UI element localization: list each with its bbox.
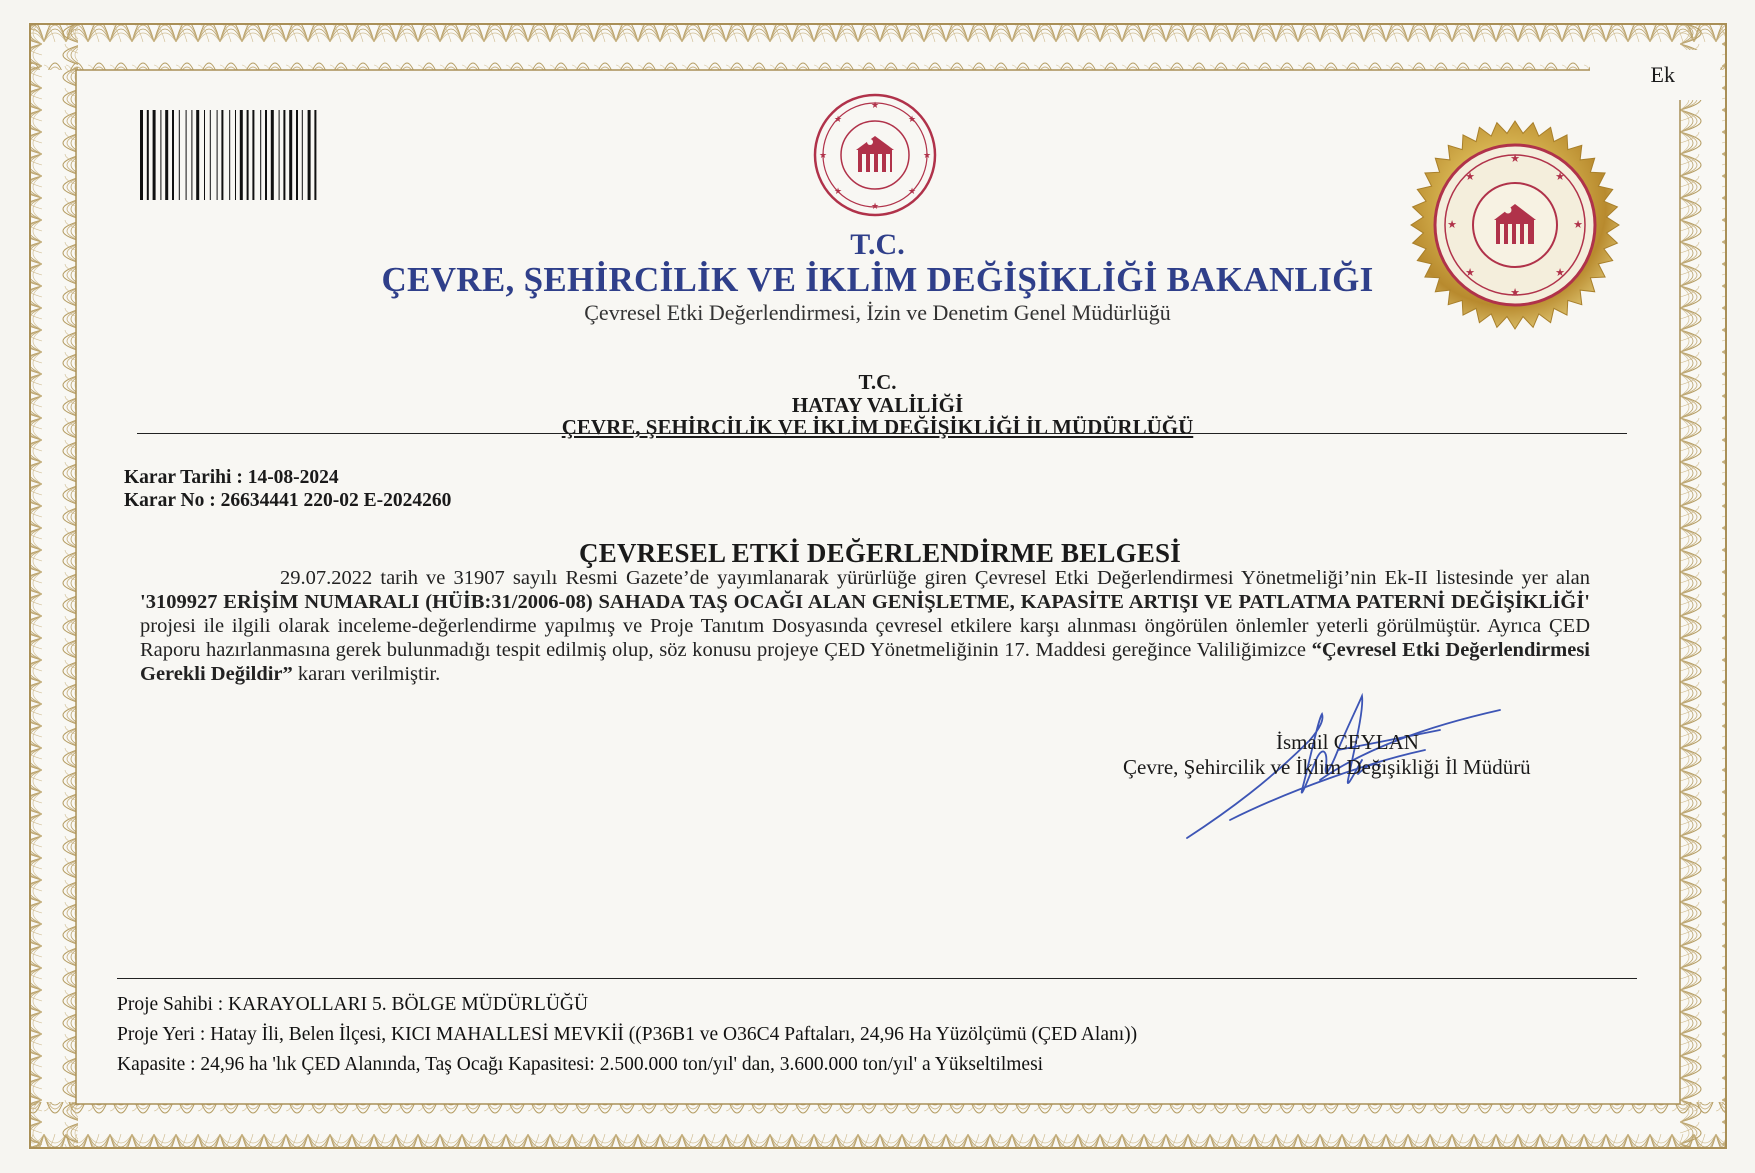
svg-text:★: ★ — [922, 150, 932, 160]
header-divider — [137, 433, 1627, 434]
svg-text:★: ★ — [1510, 153, 1520, 165]
decision-date: Karar Tarihi : 14-08-2024 — [124, 467, 339, 488]
page-marker: Ek — [1650, 62, 1675, 87]
general-directorate: Çevresel Etki Değerlendirmesi, İzin ve Denetim Genel Müdürlüğü — [584, 300, 1171, 325]
ministry-name: ÇEVRE, ŞEHİRCİLİK VE İKLİM DEĞİŞİKLİĞİ BAKANLIĞI — [381, 260, 1374, 299]
svg-text:★: ★ — [833, 114, 843, 124]
svg-text:★: ★ — [1510, 287, 1520, 299]
svg-text:★: ★ — [1465, 171, 1475, 183]
provincial-directorate: ÇEVRE, ŞEHİRCİLİK VE İKLİM DEĞİŞİKLİĞİ İL MÜDÜRLÜĞÜ — [561, 415, 1194, 439]
governorship-name: HATAY VALİLİĞİ — [791, 393, 964, 417]
decision-info — [124, 466, 451, 512]
decision-number: Karar No : 26634441 220-02 E-2024260 — [124, 490, 452, 511]
signatory-name: İsmail CEYLAN — [1276, 730, 1419, 754]
header-tc-secondary: T.C. — [858, 370, 897, 394]
svg-text:★: ★ — [907, 186, 917, 196]
document-title: ÇEVRESEL ETKİ DEĞERLENDİRME BELGESİ — [579, 538, 1181, 568]
svg-text:★: ★ — [870, 201, 880, 211]
barcode-image — [140, 110, 395, 200]
svg-text:★: ★ — [1465, 267, 1475, 279]
signatory-title: Çevre, Şehircilik ve İklim Değişikliği İl Müdürü — [1123, 755, 1531, 779]
verdict: “Çevresel Etki Değerlendirmesi Gerekli Değildir” — [140, 639, 1590, 685]
svg-text:★: ★ — [833, 186, 843, 196]
header-tc: T.C. — [850, 228, 905, 261]
body-assessment: projesi ile ilgili olarak inceleme-değerlendirme yapılmış ve Proje Tanıtım Dosyasında çevresel etkilere karşı alınması öngörülen önlemler yeterli görülmüştür. Ayrıca ÇED Raporu hazırlanmasına gerek bulunmadığı tespit edilmiş olup, söz konusu projeye ÇED Yönetmeliğinin 17. Maddesi gereğince Valiliğimizce — [140, 615, 1590, 661]
body-intro: 29.07.2022 tarih ve 31907 sayılı Resmi Gazete’de yayımlanarak yürürlüğe giren Çevresel Etki Değerlendirmesi Yönetmeliği’nin Ek-II listesinde yer alan — [280, 567, 1590, 589]
project-owner: Proje Sahibi : KARAYOLLARI 5. BÖLGE MÜDÜRLÜĞÜ — [117, 994, 589, 1015]
svg-text:★: ★ — [907, 114, 917, 124]
svg-text:★: ★ — [818, 150, 828, 160]
project-name: '3109927 ERİŞİM NUMARALI (HÜİB:31/2006-08) SAHADA TAŞ OCAĞI ALAN GENİŞLETME, KAPASİTE ARTIŞI VE PATLATMA PATERNİ DEĞİŞİKLİĞİ' — [140, 591, 1590, 613]
footer-divider — [117, 978, 1637, 979]
ministry-emblem-logo — [812, 92, 938, 218]
svg-text:★: ★ — [1447, 219, 1457, 231]
project-details — [117, 990, 1137, 1080]
svg-text:★: ★ — [1555, 171, 1565, 183]
svg-text:★: ★ — [1573, 219, 1583, 231]
project-location: Proje Yeri : Hatay İli, Belen İlçesi, KICI MAHALLESİ MEVKİİ ((P36B1 ve O36C4 Paftaları, 24,96 Ha Yüzölçümü (ÇED Alanı)) — [117, 1024, 1138, 1045]
body-closing: kararı verilmiştir. — [292, 663, 441, 685]
certificate-body — [140, 566, 1590, 686]
svg-text:★: ★ — [870, 100, 880, 110]
svg-text:★: ★ — [1555, 267, 1565, 279]
project-capacity: Kapasite : 24,96 ha 'lık ÇED Alanında, Taş Ocağı Kapasitesi: 2.500.000 ton/yıl' dan, 3.600.000 ton/yıl' a Yükseltilmesi — [117, 1054, 1044, 1075]
